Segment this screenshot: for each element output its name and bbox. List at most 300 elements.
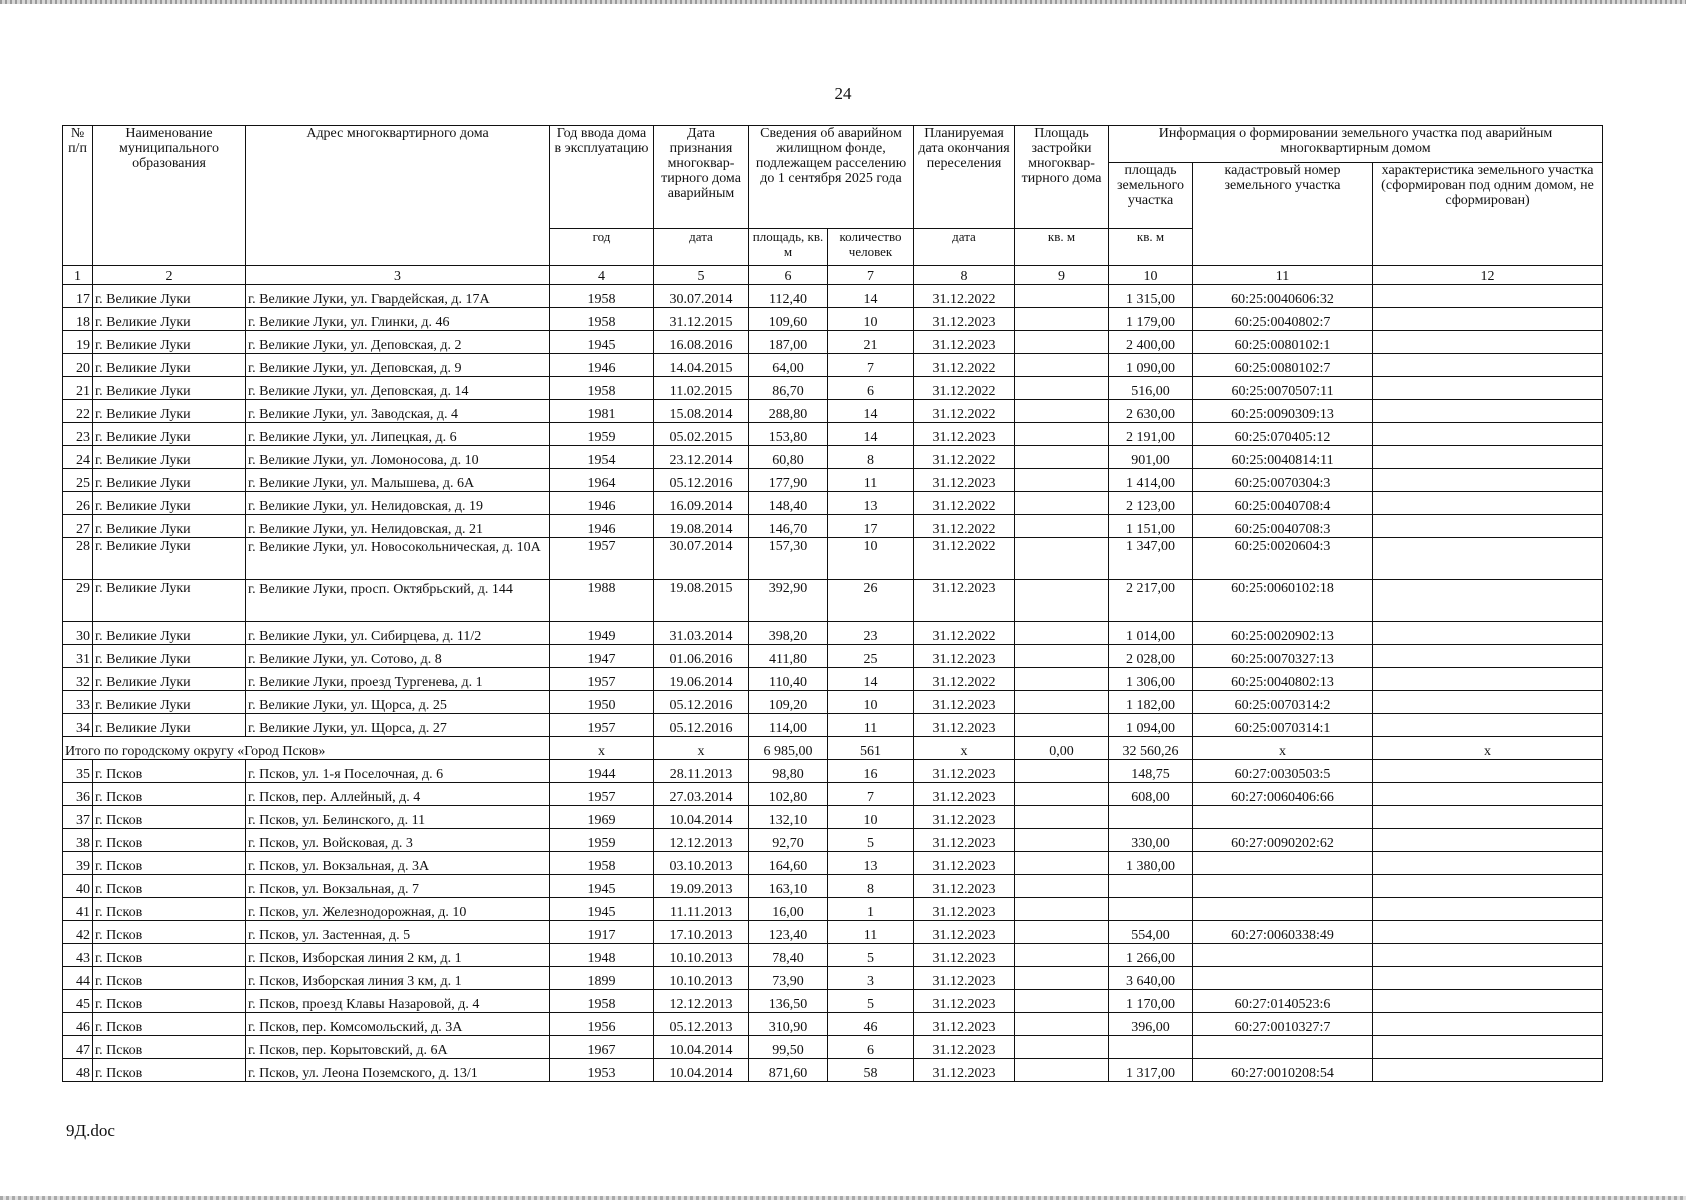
people-count-cell: 10: [828, 806, 914, 829]
unit-people: количество человек: [828, 229, 914, 266]
planned-date-cell: 31.12.2022: [914, 377, 1015, 400]
building-area-cell: [1015, 538, 1109, 580]
cadastral-number-cell: 60:25:0090309:13: [1193, 400, 1373, 423]
total-building-area: 0,00: [1015, 737, 1109, 760]
cadastral-number-cell: 60:27:0010327:7: [1193, 1013, 1373, 1036]
table-row: [63, 829, 1603, 852]
year-cell: 1954: [550, 446, 654, 469]
planned-date-cell: 31.12.2022: [914, 538, 1015, 580]
year-cell: 1958: [550, 308, 654, 331]
building-area-cell: [1015, 331, 1109, 354]
people-count-cell: 8: [828, 875, 914, 898]
year-cell: 1958: [550, 377, 654, 400]
people-count-cell: 13: [828, 852, 914, 875]
column-number: 7: [828, 266, 914, 285]
table-row: [63, 400, 1603, 423]
people-count-cell: 5: [828, 829, 914, 852]
building-area-cell: [1015, 668, 1109, 691]
unit-date: дата: [654, 229, 749, 266]
building-area-cell: [1015, 714, 1109, 737]
land-area-cell: 2 123,00: [1109, 492, 1193, 515]
header-cadastral: кадастровый номер земельного участка: [1193, 163, 1373, 266]
row-number: 44: [63, 967, 93, 990]
fund-area-cell: 123,40: [749, 921, 828, 944]
land-area-cell: 1 151,00: [1109, 515, 1193, 538]
year-cell: 1958: [550, 990, 654, 1013]
row-number: 40: [63, 875, 93, 898]
municipality-cell: г. Великие Луки: [93, 400, 246, 423]
row-number: 30: [63, 622, 93, 645]
cadastral-number-cell: [1193, 1036, 1373, 1059]
address-cell: г. Великие Луки, ул. Ломоносова, д. 10: [246, 446, 550, 469]
column-number: 5: [654, 266, 749, 285]
year-cell: 1945: [550, 898, 654, 921]
fund-area-cell: 114,00: [749, 714, 828, 737]
land-area-cell: 2 400,00: [1109, 331, 1193, 354]
column-number: 3: [246, 266, 550, 285]
year-cell: 1957: [550, 783, 654, 806]
municipality-cell: г. Великие Луки: [93, 714, 246, 737]
year-cell: 1958: [550, 285, 654, 308]
cadastral-number-cell: 60:27:0090202:62: [1193, 829, 1373, 852]
cadastral-number-cell: [1193, 967, 1373, 990]
land-char-cell: [1373, 1059, 1603, 1082]
emergency-date-cell: 19.08.2014: [654, 515, 749, 538]
cadastral-number-cell: 60:25:0070314:2: [1193, 691, 1373, 714]
planned-date-cell: 31.12.2023: [914, 331, 1015, 354]
year-cell: 1967: [550, 1036, 654, 1059]
land-char-cell: [1373, 875, 1603, 898]
year-cell: 1917: [550, 921, 654, 944]
people-count-cell: 14: [828, 423, 914, 446]
row-number: 47: [63, 1036, 93, 1059]
municipality-cell: г. Великие Луки: [93, 691, 246, 714]
land-area-cell: 2 217,00: [1109, 580, 1193, 622]
emergency-date-cell: 27.03.2014: [654, 783, 749, 806]
table-row: [63, 898, 1603, 921]
land-area-cell: 2 028,00: [1109, 645, 1193, 668]
land-char-cell: [1373, 423, 1603, 446]
total-year: х: [550, 737, 654, 760]
table-row: [63, 645, 1603, 668]
year-cell: 1953: [550, 1059, 654, 1082]
fund-area-cell: 164,60: [749, 852, 828, 875]
municipality-cell: г. Псков: [93, 806, 246, 829]
header-fund-info: Сведения об аварийном жилищном фонде, подлежащем расселению до 1 сентября 2025 года: [749, 126, 914, 229]
address-cell: г. Великие Луки, ул. Глинки, д. 46: [246, 308, 550, 331]
emergency-date-cell: 10.04.2014: [654, 1059, 749, 1082]
fund-area-cell: 109,20: [749, 691, 828, 714]
column-number: 1: [63, 266, 93, 285]
municipality-cell: г. Великие Луки: [93, 331, 246, 354]
unit-year: год: [550, 229, 654, 266]
building-area-cell: [1015, 944, 1109, 967]
table-row: [63, 285, 1603, 308]
land-area-cell: 1 306,00: [1109, 668, 1193, 691]
land-area-cell: 1 317,00: [1109, 1059, 1193, 1082]
emergency-date-cell: 10.10.2013: [654, 944, 749, 967]
address-cell: г. Псков, пер. Корытовский, д. 6А: [246, 1036, 550, 1059]
year-cell: 1988: [550, 580, 654, 622]
planned-date-cell: 31.12.2023: [914, 967, 1015, 990]
land-area-cell: 1 266,00: [1109, 944, 1193, 967]
emergency-date-cell: 31.12.2015: [654, 308, 749, 331]
row-number: 23: [63, 423, 93, 446]
year-cell: 1957: [550, 538, 654, 580]
row-number: 21: [63, 377, 93, 400]
row-number: 37: [63, 806, 93, 829]
address-cell: г. Псков, пер. Аллейный, д. 4: [246, 783, 550, 806]
unit-building-sqm: кв. м: [1015, 229, 1109, 266]
fund-area-cell: 64,00: [749, 354, 828, 377]
land-area-cell: 1 414,00: [1109, 469, 1193, 492]
land-area-cell: 901,00: [1109, 446, 1193, 469]
land-char-cell: [1373, 331, 1603, 354]
row-number: 48: [63, 1059, 93, 1082]
building-area-cell: [1015, 400, 1109, 423]
planned-date-cell: 31.12.2023: [914, 645, 1015, 668]
building-area-cell: [1015, 446, 1109, 469]
land-char-cell: [1373, 645, 1603, 668]
municipality-cell: г. Великие Луки: [93, 354, 246, 377]
row-number: 42: [63, 921, 93, 944]
land-area-cell: 330,00: [1109, 829, 1193, 852]
planned-date-cell: 31.12.2023: [914, 829, 1015, 852]
table-row: [63, 580, 1603, 622]
municipality-cell: г. Великие Луки: [93, 538, 246, 580]
table-row: [63, 806, 1603, 829]
land-area-cell: 1 170,00: [1109, 990, 1193, 1013]
land-char-cell: [1373, 783, 1603, 806]
land-char-cell: [1373, 622, 1603, 645]
row-number: 19: [63, 331, 93, 354]
land-char-cell: [1373, 668, 1603, 691]
fund-area-cell: 98,80: [749, 760, 828, 783]
people-count-cell: 5: [828, 944, 914, 967]
planned-date-cell: 31.12.2023: [914, 1036, 1015, 1059]
cadastral-number-cell: [1193, 875, 1373, 898]
address-cell: г. Псков, ул. Белинского, д. 11: [246, 806, 550, 829]
total-land-area: 32 560,26: [1109, 737, 1193, 760]
land-area-cell: [1109, 898, 1193, 921]
header-num: № п/п: [63, 126, 93, 266]
building-area-cell: [1015, 377, 1109, 400]
fund-area-cell: 310,90: [749, 1013, 828, 1036]
municipality-cell: г. Псков: [93, 760, 246, 783]
row-number: 36: [63, 783, 93, 806]
emergency-date-cell: 19.08.2015: [654, 580, 749, 622]
building-area-cell: [1015, 622, 1109, 645]
cadastral-number-cell: [1193, 944, 1373, 967]
people-count-cell: 10: [828, 308, 914, 331]
land-char-cell: [1373, 691, 1603, 714]
people-count-cell: 14: [828, 285, 914, 308]
table-row: [63, 331, 1603, 354]
row-number: 46: [63, 1013, 93, 1036]
land-area-cell: [1109, 1036, 1193, 1059]
header-land-char: характеристика земельного участка (сформирован под одним домом, не сформирован): [1373, 163, 1603, 266]
address-cell: г. Псков, проезд Клавы Назаровой, д. 4: [246, 990, 550, 1013]
land-area-cell: 554,00: [1109, 921, 1193, 944]
building-area-cell: [1015, 783, 1109, 806]
year-cell: 1946: [550, 354, 654, 377]
building-area-cell: [1015, 285, 1109, 308]
address-cell: г. Великие Луки, просп. Октябрьский, д. 144: [246, 580, 550, 622]
land-char-cell: [1373, 829, 1603, 852]
emergency-date-cell: 11.02.2015: [654, 377, 749, 400]
address-cell: г. Великие Луки, ул. Нелидовская, д. 21: [246, 515, 550, 538]
fund-area-cell: 157,30: [749, 538, 828, 580]
rows-pskov: [63, 760, 1603, 1082]
year-cell: 1947: [550, 645, 654, 668]
column-number: 4: [550, 266, 654, 285]
land-char-cell: [1373, 714, 1603, 737]
people-count-cell: 11: [828, 714, 914, 737]
land-char-cell: [1373, 400, 1603, 423]
land-area-cell: 2 630,00: [1109, 400, 1193, 423]
municipality-cell: г. Великие Луки: [93, 423, 246, 446]
fund-area-cell: 871,60: [749, 1059, 828, 1082]
cadastral-number-cell: 60:25:0080102:1: [1193, 331, 1373, 354]
people-count-cell: 7: [828, 354, 914, 377]
table-row: [63, 714, 1603, 737]
planned-date-cell: 31.12.2023: [914, 783, 1015, 806]
address-cell: г. Великие Луки, ул. Деповская, д. 2: [246, 331, 550, 354]
municipality-cell: г. Псков: [93, 1013, 246, 1036]
people-count-cell: 1: [828, 898, 914, 921]
row-number: 24: [63, 446, 93, 469]
address-cell: г. Псков, ул. Железнодорожная, д. 10: [246, 898, 550, 921]
row-number: 33: [63, 691, 93, 714]
land-area-cell: 1 380,00: [1109, 852, 1193, 875]
table-row: [63, 760, 1603, 783]
fund-area-cell: 60,80: [749, 446, 828, 469]
column-number: 2: [93, 266, 246, 285]
emergency-date-cell: 10.04.2014: [654, 1036, 749, 1059]
address-cell: г. Великие Луки, ул. Липецкая, д. 6: [246, 423, 550, 446]
total-land-char: х: [1373, 737, 1603, 760]
people-count-cell: 6: [828, 1036, 914, 1059]
cadastral-number-cell: 60:27:0140523:6: [1193, 990, 1373, 1013]
emergency-date-cell: 05.12.2013: [654, 1013, 749, 1036]
land-char-cell: [1373, 515, 1603, 538]
building-area-cell: [1015, 990, 1109, 1013]
people-count-cell: 14: [828, 400, 914, 423]
people-count-cell: 46: [828, 1013, 914, 1036]
column-number: 10: [1109, 266, 1193, 285]
year-cell: 1949: [550, 622, 654, 645]
table-row: [63, 967, 1603, 990]
header-date-emergency: Дата признания многоквар-тирного дома аварийным: [654, 126, 749, 229]
cadastral-number-cell: 60:27:0060406:66: [1193, 783, 1373, 806]
row-number: 39: [63, 852, 93, 875]
municipality-cell: г. Псков: [93, 1059, 246, 1082]
municipality-cell: г. Великие Луки: [93, 580, 246, 622]
table-row: [63, 515, 1603, 538]
municipality-cell: г. Псков: [93, 967, 246, 990]
municipality-cell: г. Великие Луки: [93, 469, 246, 492]
address-cell: г. Великие Луки, ул. Сотово, д. 8: [246, 645, 550, 668]
fund-area-cell: 177,90: [749, 469, 828, 492]
row-number: 20: [63, 354, 93, 377]
people-count-cell: 10: [828, 538, 914, 580]
address-cell: г. Великие Луки, ул. Новосокольническая, д. 10А: [246, 538, 550, 580]
planned-date-cell: 31.12.2023: [914, 806, 1015, 829]
land-char-cell: [1373, 492, 1603, 515]
planned-date-cell: 31.12.2023: [914, 990, 1015, 1013]
people-count-cell: 16: [828, 760, 914, 783]
building-area-cell: [1015, 423, 1109, 446]
fund-area-cell: 187,00: [749, 331, 828, 354]
planned-date-cell: 31.12.2022: [914, 354, 1015, 377]
row-number: 35: [63, 760, 93, 783]
cadastral-number-cell: 60:27:0060338:49: [1193, 921, 1373, 944]
column-number: 8: [914, 266, 1015, 285]
land-char-cell: [1373, 852, 1603, 875]
land-char-cell: [1373, 354, 1603, 377]
column-number: 9: [1015, 266, 1109, 285]
table-row: [63, 377, 1603, 400]
planned-date-cell: 31.12.2023: [914, 852, 1015, 875]
municipality-cell: г. Псков: [93, 990, 246, 1013]
header-planned-date: Планируемая дата окончания переселения: [914, 126, 1015, 229]
footer-filename: 9Д.doc: [66, 1121, 115, 1140]
planned-date-cell: 31.12.2023: [914, 875, 1015, 898]
row-number: 26: [63, 492, 93, 515]
fund-area-cell: 163,10: [749, 875, 828, 898]
people-count-cell: 14: [828, 668, 914, 691]
cadastral-number-cell: 60:25:0070314:1: [1193, 714, 1373, 737]
land-area-cell: 148,75: [1109, 760, 1193, 783]
building-area-cell: [1015, 469, 1109, 492]
people-count-cell: 7: [828, 783, 914, 806]
cadastral-number-cell: 60:25:0040708:4: [1193, 492, 1373, 515]
people-count-cell: 17: [828, 515, 914, 538]
cadastral-number-cell: [1193, 806, 1373, 829]
municipality-cell: г. Великие Луки: [93, 668, 246, 691]
row-number: 41: [63, 898, 93, 921]
building-area-cell: [1015, 829, 1109, 852]
building-area-cell: [1015, 1013, 1109, 1036]
municipality-cell: г. Великие Луки: [93, 492, 246, 515]
people-count-cell: 3: [828, 967, 914, 990]
cadastral-number-cell: 60:27:0030503:5: [1193, 760, 1373, 783]
cadastral-number-cell: 60:25:0040708:3: [1193, 515, 1373, 538]
cadastral-number-cell: 60:25:0020902:13: [1193, 622, 1373, 645]
total-people: 561: [828, 737, 914, 760]
land-char-cell: [1373, 580, 1603, 622]
table-row: [63, 492, 1603, 515]
fund-area-cell: 288,80: [749, 400, 828, 423]
fund-area-cell: 92,70: [749, 829, 828, 852]
planned-date-cell: 31.12.2022: [914, 285, 1015, 308]
total-area: 6 985,00: [749, 737, 828, 760]
fund-area-cell: 132,10: [749, 806, 828, 829]
land-area-cell: 1 179,00: [1109, 308, 1193, 331]
total-row: [63, 737, 1603, 760]
planned-date-cell: 31.12.2023: [914, 714, 1015, 737]
municipality-cell: г. Псков: [93, 783, 246, 806]
fund-area-cell: 110,40: [749, 668, 828, 691]
year-cell: 1945: [550, 875, 654, 898]
municipality-cell: г. Великие Луки: [93, 645, 246, 668]
address-cell: г. Великие Луки, ул. Нелидовская, д. 19: [246, 492, 550, 515]
municipality-cell: г. Великие Луки: [93, 377, 246, 400]
fund-area-cell: 86,70: [749, 377, 828, 400]
planned-date-cell: 31.12.2023: [914, 308, 1015, 331]
municipality-cell: г. Псков: [93, 829, 246, 852]
building-area-cell: [1015, 492, 1109, 515]
year-cell: 1948: [550, 944, 654, 967]
municipality-cell: г. Великие Луки: [93, 515, 246, 538]
address-cell: г. Великие Луки, ул. Гвардейская, д. 17А: [246, 285, 550, 308]
address-cell: г. Псков, ул. Войсковая, д. 3: [246, 829, 550, 852]
fund-area-cell: 109,60: [749, 308, 828, 331]
planned-date-cell: 31.12.2023: [914, 580, 1015, 622]
people-count-cell: 58: [828, 1059, 914, 1082]
table-row: [63, 446, 1603, 469]
cadastral-number-cell: 60:25:0020604:3: [1193, 538, 1373, 580]
table-row: [63, 354, 1603, 377]
emergency-date-cell: 19.09.2013: [654, 875, 749, 898]
people-count-cell: 23: [828, 622, 914, 645]
year-cell: 1958: [550, 852, 654, 875]
planned-date-cell: 31.12.2023: [914, 944, 1015, 967]
header-municipality: Наименование муниципального образования: [93, 126, 246, 266]
fund-area-cell: 78,40: [749, 944, 828, 967]
column-numbers-row: [63, 266, 1603, 285]
emergency-date-cell: 14.04.2015: [654, 354, 749, 377]
land-char-cell: [1373, 285, 1603, 308]
column-number: 11: [1193, 266, 1373, 285]
municipality-cell: г. Великие Луки: [93, 446, 246, 469]
emergency-housing-table: [62, 125, 1603, 1082]
land-area-cell: 516,00: [1109, 377, 1193, 400]
fund-area-cell: 146,70: [749, 515, 828, 538]
cadastral-number-cell: 60:25:0070507:11: [1193, 377, 1373, 400]
fund-area-cell: 411,80: [749, 645, 828, 668]
planned-date-cell: 31.12.2022: [914, 492, 1015, 515]
header-address: Адрес многоквартирного дома: [246, 126, 550, 266]
land-char-cell: [1373, 1036, 1603, 1059]
planned-date-cell: 31.12.2023: [914, 898, 1015, 921]
year-cell: 1950: [550, 691, 654, 714]
unit-area: площадь, кв. м: [749, 229, 828, 266]
total-date: х: [654, 737, 749, 760]
people-count-cell: 8: [828, 446, 914, 469]
land-char-cell: [1373, 377, 1603, 400]
address-cell: г. Великие Луки, ул. Щорса, д. 25: [246, 691, 550, 714]
emergency-date-cell: 16.09.2014: [654, 492, 749, 515]
row-number: 32: [63, 668, 93, 691]
address-cell: г. Великие Луки, ул. Щорса, д. 27: [246, 714, 550, 737]
year-cell: 1956: [550, 1013, 654, 1036]
unit-plan-date: дата: [914, 229, 1015, 266]
planned-date-cell: 31.12.2023: [914, 760, 1015, 783]
address-cell: г. Великие Луки, ул. Деповская, д. 9: [246, 354, 550, 377]
building-area-cell: [1015, 1059, 1109, 1082]
fund-area-cell: 136,50: [749, 990, 828, 1013]
address-cell: г. Псков, ул. 1-я Поселочная, д. 6: [246, 760, 550, 783]
fund-area-cell: 392,90: [749, 580, 828, 622]
building-area-cell: [1015, 875, 1109, 898]
people-count-cell: 11: [828, 469, 914, 492]
land-area-cell: 3 640,00: [1109, 967, 1193, 990]
address-cell: г. Псков, ул. Леона Поземского, д. 13/1: [246, 1059, 550, 1082]
building-area-cell: [1015, 645, 1109, 668]
unit-land-sqm: кв. м: [1109, 229, 1193, 266]
land-area-cell: 1 014,00: [1109, 622, 1193, 645]
